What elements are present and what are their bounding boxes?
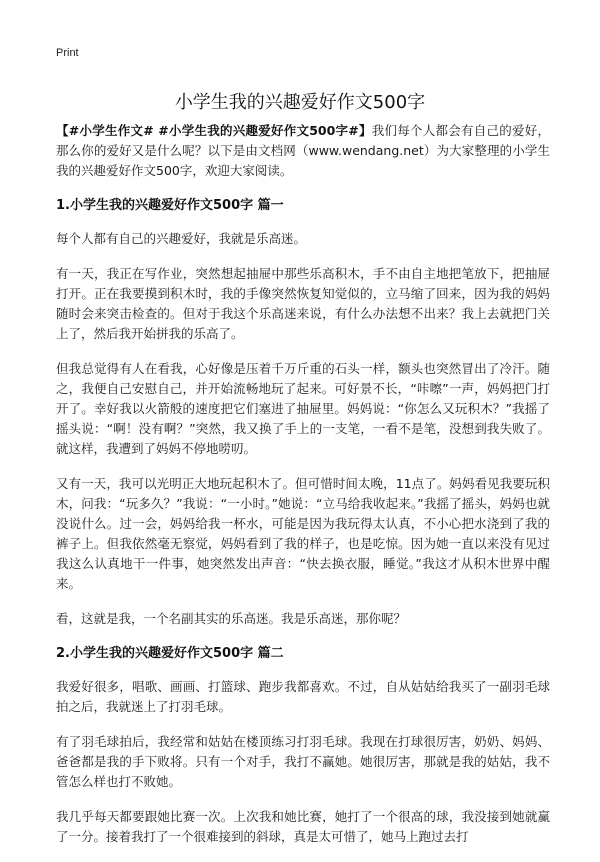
print-label: Print (56, 47, 79, 59)
paragraph: 但我总觉得有人在看我，心好像是压着千万斤重的石头一样，额头也突然冒出了冷汗。随之，我便自己安慰自己，并开始流畅地玩了起来。可好景不长，“咔嚓”一声，妈妈把门打开了。幸好我以火箭般的速度把它们塞进了抽屉里。妈妈说：“你怎么又玩积木？”我摇了摇头说：“啊！没有啊？”突然，我又换了手上的一支笔，一看不是笔，没想到我失败了。就这样，我遭到了妈妈不停地唠叨。 (56, 361, 550, 456)
paragraph: 我几乎每天都要跟她比赛一次。上次我和她比赛，她打了一个很高的球，我没接到她就赢了一分。接着我打了一个很难接到的斜球，真是太可惜了，她马上跑过去打 (56, 809, 550, 844)
intro-text: 我们每个人都会有自己的爱好，那么你的爱好又是什么呢？以下是由文档网（www.wendang.net）为大家整理的小学生我的兴趣爱好作文500字，欢迎大家阅读。 (56, 123, 550, 178)
section-heading-1: 1.小学生我的兴趣爱好作文500字 篇一 (56, 198, 284, 213)
intro-paragraph (56, 121, 550, 181)
paragraph: 有了羽毛球拍后，我经常和姑姑在楼顶练习打羽毛球。我现在打球很厉害，奶奶、妈妈、爸爸都是我的手下败将。只有一个对手，我打不赢她。她很厉害，那就是我的姑姑，我不管怎么样也打不败她。 (56, 734, 550, 789)
paragraph: 每个人都有自己的兴趣爱好，我就是乐高迷。 (56, 231, 307, 246)
paragraph: 我爱好很多，唱歌、画画、打篮球、跑步我都喜欢。不过，自从姑姑给我买了一副羽毛球拍之后，我就迷上了打羽毛球。 (56, 679, 550, 714)
intro-tag: 【#小学生作文# #小学生我的兴趣爱好作文500字#】 (56, 123, 372, 138)
paragraph: 看，这就是我，一个名副其实的乐高迷。我是乐高迷，那你呢？ (56, 611, 407, 626)
document-title: 小学生我的兴趣爱好作文500字 (174, 92, 426, 114)
paragraph: 又有一天，我可以光明正大地玩起积木了。但可惜时间太晚，11点了。妈妈看见我要玩积木，问我：“玩多久？”我说：“一小时。”她说：“立马给我收起来。”我摇了摇头，妈妈也就没说什么。过一会，妈妈给我一杯水，可能是因为我玩得太认真，不小心把水浇到了我的裤子上。但我依然毫无察觉，妈妈看到了我的样子，也是吃惊。因为她一直以来没有见过我这么认真地干一件事，她突然发出声音：“快去换衣服，睡觉。”我这才从积木世界中醒来。 (56, 476, 550, 591)
paragraph: 有一天，我正在写作业，突然想起抽屉中那些乐高积木，手不由自主地把笔放下，把抽屉打开。正在我要摸到积木时，我的手像突然恢复知觉似的，立马缩了回来，因为我的妈妈随时会来突击检查的。但对于我这个乐高迷来说，有什么办法想不出来？我上去就把门关上了，然后我开始拼我的乐高了。 (56, 266, 550, 341)
document-body (56, 121, 550, 862)
section-heading-2: 2.小学生我的兴趣爱好作文500字 篇二 (56, 646, 284, 661)
